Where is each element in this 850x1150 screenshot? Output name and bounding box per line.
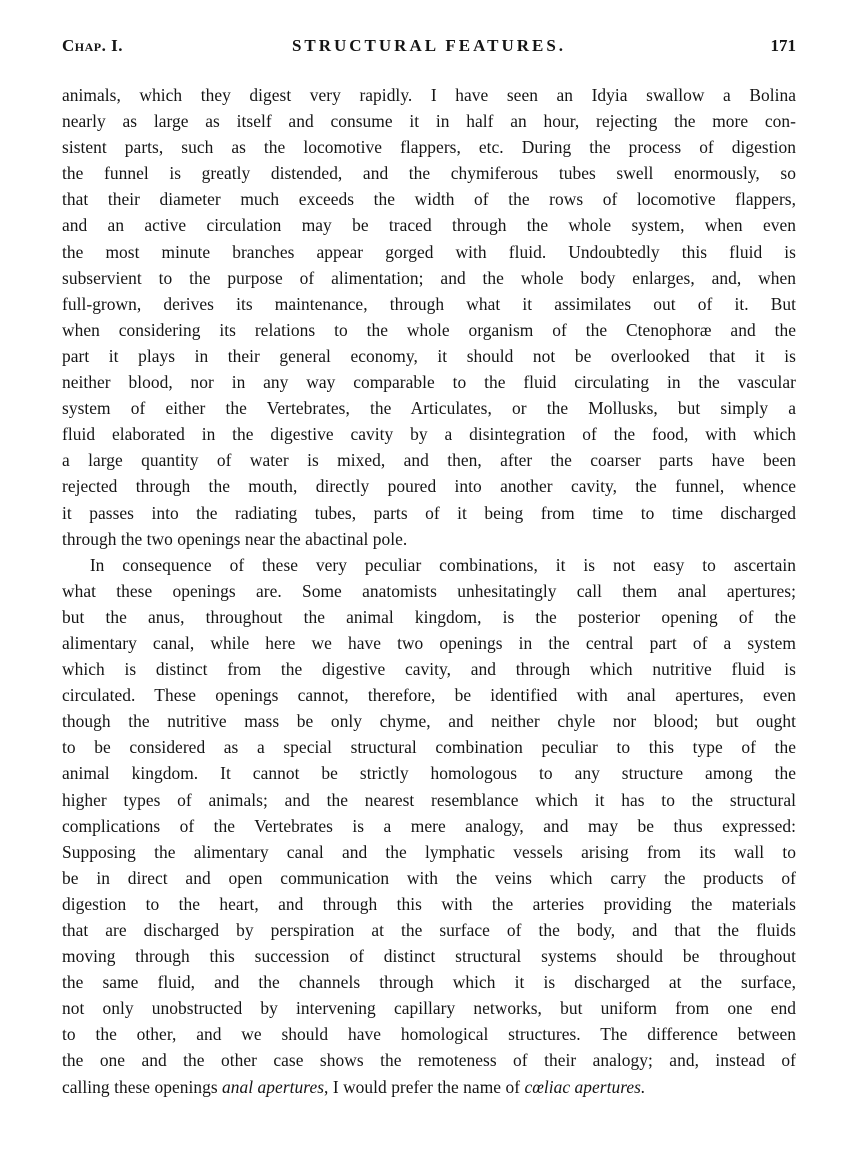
text-line: when considering its relations to the whole organism of the Ctenophoræ and the	[62, 319, 796, 340]
text-line: a large quantity of water is mixed, and then, after the coarser parts have been	[62, 450, 796, 471]
text-line: the one and the other case shows the remoteness of their analogy; and, instead of	[62, 1050, 796, 1071]
text-line: digestion to the heart, and through this with the arteries providing the materials	[62, 893, 796, 914]
text-line: to the other, and we should have homological structures. The difference between	[62, 1024, 796, 1045]
text-line: alimentary canal, while here we have two openings in the central part of a system	[62, 632, 796, 653]
paragraph-1	[62, 82, 796, 552]
text-line: fluid elaborated in the digestive cavity by a disintegration of the food, with which	[62, 424, 796, 445]
text-line: higher types of animals; and the nearest resemblance which it has to the structural	[62, 789, 796, 810]
text-line: subservient to the purpose of alimentation; and the whole body enlarges, and, when	[62, 267, 796, 288]
running-head	[62, 34, 796, 64]
page-number: 171	[770, 36, 796, 55]
italic-term-anal-apertures: anal apertures	[222, 1076, 325, 1097]
text-line: to be considered as a special structural combination peculiar to this type of the	[62, 737, 796, 758]
text-line: In consequence of these very peculiar combinations, it is not easy to ascertain	[89, 554, 796, 575]
text-line: moving through this succession of distinct structural systems should be throughout	[62, 946, 796, 967]
text-line: rejected through the mouth, directly poured into another cavity, the funnel, whence	[62, 476, 796, 497]
page	[62, 34, 796, 1100]
chapter-label: Chap. I.	[62, 36, 123, 55]
text-line: full-grown, derives its maintenance, through what it assimilates out of it. But	[62, 293, 796, 314]
text-line: not only unobstructed by intervening capillary networks, but uniform from one end	[62, 998, 796, 1019]
final-line-start: calling these openings	[62, 1076, 223, 1097]
text-line: which is distinct from the digestive cavity, and through which nutritive fluid is	[62, 659, 796, 680]
text-line: system of either the Vertebrates, the Articulates, or the Mollusks, but simply a	[62, 398, 796, 419]
text-line: what these openings are. Some anatomists unhesitatingly call them anal apertures;	[62, 580, 796, 601]
italic-term-coeliac-apertures: cœliac apertures.	[524, 1076, 646, 1097]
text-line: the funnel is greatly distended, and the chymiferous tubes swell enormously, so	[62, 163, 796, 184]
text-line: neither blood, nor in any way comparable to the fluid circulating in the vascular	[62, 372, 796, 393]
text-line: animal kingdom. It cannot be strictly homologous to any structure among the	[62, 763, 796, 784]
text-line: be in direct and open communication with the veins which carry the products of	[62, 867, 796, 888]
text-line: and an active circulation may be traced through the whole system, when even	[62, 215, 796, 236]
text-line: though the nutritive mass be only chyme, and neither chyle nor blood; but ought	[62, 711, 796, 732]
text-line: that their diameter much exceeds the width of the rows of locomotive flappers,	[62, 189, 796, 210]
text-line	[62, 1074, 796, 1100]
paragraph-2	[62, 552, 796, 1074]
text-line: but the anus, throughout the animal kingdom, is the posterior opening of the	[62, 606, 796, 627]
text-line: animals, which they digest very rapidly. I have seen an Idyia swallow a Bolina	[62, 85, 796, 105]
text-line: sistent parts, such as the locomotive flappers, etc. During the process of digestion	[62, 137, 796, 158]
final-line-middle: , I would prefer the name of	[324, 1076, 525, 1097]
text-line: Supposing the alimentary canal and the lymphatic vessels arising from its wall to	[62, 841, 796, 862]
text-line: it passes into the radiating tubes, parts of it being from time to time discharged	[62, 502, 796, 523]
text-line: through the two openings near the abactinal pole.	[62, 528, 408, 549]
text-line: complications of the Vertebrates is a mere analogy, and may be thus expressed:	[62, 815, 796, 836]
text-line: the same fluid, and the channels through which it is discharged at the surface,	[62, 972, 796, 993]
text-line: that are discharged by perspiration at the surface of the body, and that the fluids	[62, 920, 796, 940]
body-text	[62, 82, 796, 1100]
text-line: nearly as large as itself and consume it in half an hour, rejecting the more con-	[62, 111, 796, 132]
running-title: STRUCTURAL FEATURES.	[291, 36, 567, 55]
final-line	[62, 1074, 796, 1100]
text-line: part it plays in their general economy, it should not be overlooked that it is	[62, 345, 796, 366]
text-line: circulated. These openings cannot, therefore, be identified with anal apertures, even	[62, 685, 796, 706]
text-line: the most minute branches appear gorged with fluid. Undoubtedly this fluid is	[62, 241, 796, 262]
